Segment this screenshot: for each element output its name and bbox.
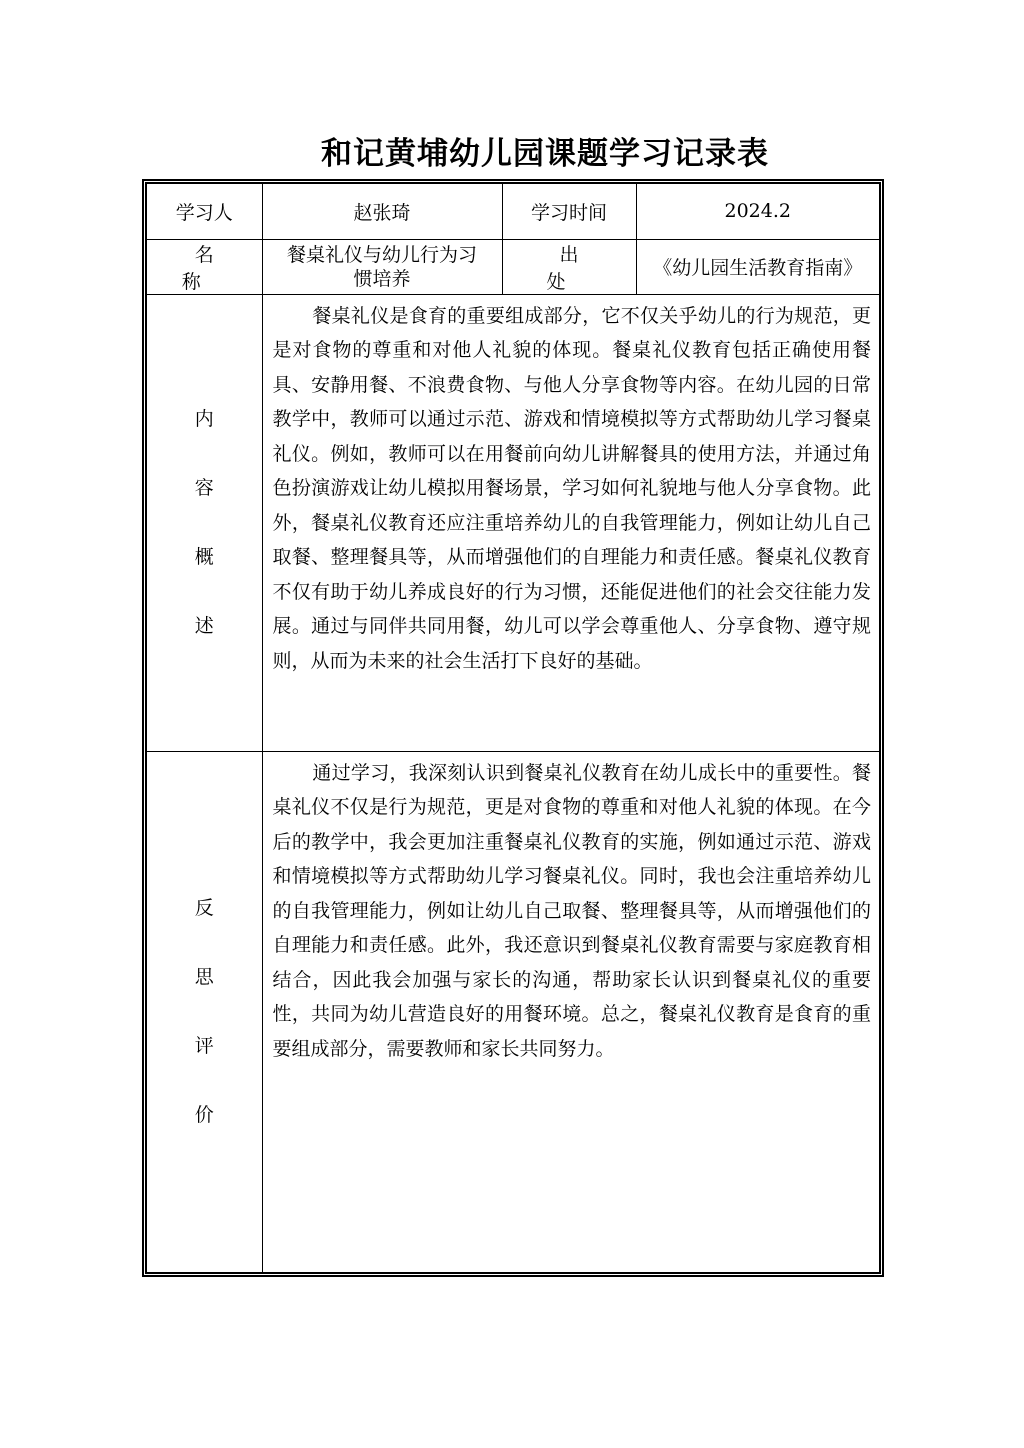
name-value: 餐桌礼仪与幼儿行为习惯培养 — [262, 239, 502, 294]
table-row — [147, 751, 879, 1272]
study-time-value: 2024.2 — [636, 184, 879, 239]
summary-label-char: 概 — [194, 545, 214, 568]
table-row — [147, 184, 879, 239]
table-row — [147, 239, 879, 294]
summary-paragraph: 餐桌礼仪是食育的重要组成部分，它不仅关乎幼儿的行为规范，更是对食物的尊重和对他人礼貌的体现。餐桌礼仪教育包括正确使用餐具、安静用餐、不浪费食物、与他人分享食物等内容。在幼儿园的日常教学中，教师可以通过示范、游戏和情境模拟等方式帮助幼儿学习餐桌礼仪。例如，教师可以在用餐前向幼儿讲解餐具的使用方法，并通过角色扮演游戏让幼儿模拟用餐场景，学习如何礼貌地与他人分享食物。此外，餐桌礼仪教育还应注重培养幼儿的自我管理能力，例如让幼儿自己取餐、整理餐具等，从而增强他们的自理能力和责任感。餐桌礼仪教育不仅有助于幼儿养成良好的行为习惯，还能促进他们的社会交往能力发展。通过与同伴共同用餐，幼儿可以学会尊重他人、分享食物、遵守规则，从而为未来的社会生活打下良好的基础。 — [272, 304, 871, 672]
reflection-content — [262, 751, 879, 1272]
learner-value: 赵张琦 — [262, 184, 502, 239]
reflection-paragraph: 通过学习，我深刻认识到餐桌礼仪教育在幼儿成长中的重要性。餐桌礼仪不仅是行为规范，更是对食物的尊重和对他人礼貌的体现。在今后的教学中，我会更加注重餐桌礼仪教育的实施，例如通过示范、游戏和情境模拟等方式帮助幼儿学习餐桌礼仪。同时，我也会注重培养幼儿的自我管理能力，例如让幼儿自己取餐、整理餐具等，从而增强他们的自理能力和责任感。此外，我还意识到餐桌礼仪教育需要与家庭教育相结合，因此我会加强与家长的沟通，帮助家长认识到餐桌礼仪的重要性，共同为幼儿营造良好的用餐环境。总之，餐桌礼仪教育是食育的重要组成部分，需要教师和家长共同努力。 — [272, 761, 871, 1060]
name-label — [147, 239, 262, 294]
reflection-label-char: 评 — [194, 1034, 214, 1057]
source-value: 《幼儿园生活教育指南》 — [636, 239, 879, 294]
summary-content — [262, 294, 879, 751]
source-label-text: 出 处 — [546, 243, 605, 293]
summary-label — [147, 294, 262, 751]
document-title: 和记黄埔幼儿园课题学习记录表 — [321, 136, 769, 172]
summary-label-char: 内 — [194, 407, 214, 430]
summary-label-char: 容 — [194, 476, 214, 499]
reflection-label — [147, 751, 262, 1272]
source-label — [502, 239, 636, 294]
reflection-label-char: 价 — [194, 1103, 214, 1126]
name-label-text: 名 称 — [181, 243, 240, 293]
record-table — [147, 184, 879, 1272]
study-time-label: 学习时间 — [502, 184, 636, 239]
summary-label-char: 述 — [194, 614, 214, 637]
learner-label: 学习人 — [147, 184, 262, 239]
record-table-frame — [142, 179, 884, 1277]
table-row — [147, 294, 879, 751]
reflection-label-char: 反 — [194, 896, 214, 919]
reflection-label-char: 思 — [194, 965, 214, 988]
